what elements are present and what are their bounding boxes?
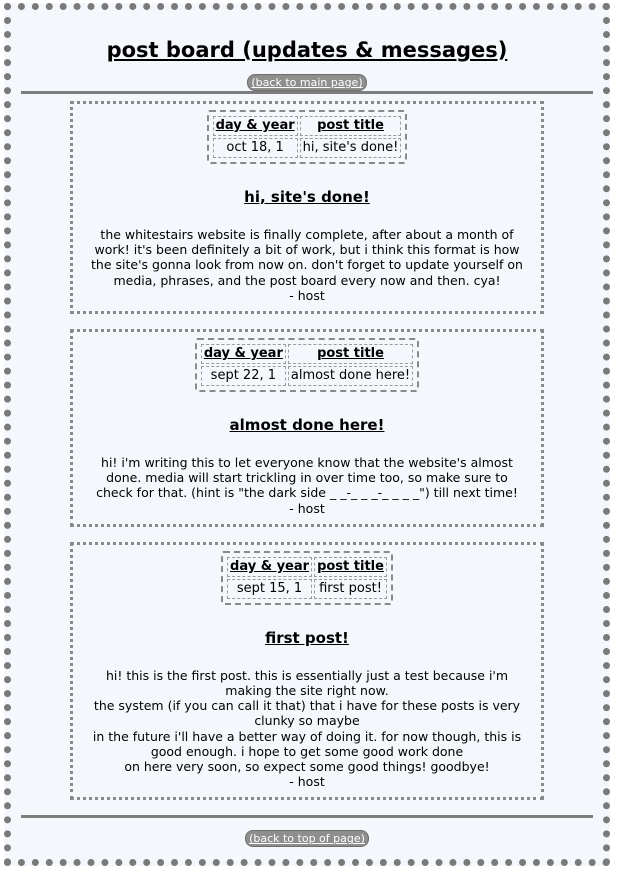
post-body xyxy=(87,227,527,303)
title-column-header: post title xyxy=(314,557,387,577)
post-title-cell: almost done here! xyxy=(288,366,413,386)
post-card xyxy=(70,329,544,527)
post-heading: first post! xyxy=(265,628,349,647)
post-text-line: the system (if you can call it that) that i have for these posts is very clunky so maybe xyxy=(93,698,521,729)
post-meta-table xyxy=(195,338,419,392)
post-date: sept 22, 1 xyxy=(201,366,286,386)
post-heading: almost done here! xyxy=(229,416,385,435)
back-to-top-link[interactable]: (back to top of page) xyxy=(245,830,369,847)
post-text-line: hi! this is the first post. this is essentially just a test because i'm making the site right now. xyxy=(105,667,509,699)
post-meta-table xyxy=(221,551,393,605)
back-top-container xyxy=(11,827,603,847)
title-column-header: post title xyxy=(300,116,402,136)
bottom-divider xyxy=(21,815,593,818)
post-list xyxy=(11,101,603,800)
post-title-cell: hi, site's done! xyxy=(300,138,402,158)
post-text-line: hi! i'm writing this to let everyone know that the website's almost done. media will start trickling in over time too, so make sure to check for that. (hint is "the dark side _ _-_ _ _-_ _ _ _") till next time! xyxy=(96,455,518,501)
date-column-header: day & year xyxy=(213,116,298,136)
post-title-cell: first post! xyxy=(314,579,387,599)
back-to-main-link[interactable]: (back to main page) xyxy=(247,74,366,91)
post-signature: - host xyxy=(289,500,325,516)
post-heading: hi, site's done! xyxy=(244,188,370,206)
post-signature: - host xyxy=(289,774,325,790)
back-main-container xyxy=(11,71,603,88)
post-date: sept 15, 1 xyxy=(227,579,312,599)
title-column-header: post title xyxy=(288,344,413,364)
post-body xyxy=(87,668,527,790)
page-title: post board (updates & messages) xyxy=(106,38,508,62)
post-meta-table xyxy=(207,110,408,164)
date-column-header: day & year xyxy=(227,557,312,577)
date-column-header: day & year xyxy=(201,344,286,364)
post-card xyxy=(70,542,544,801)
post-signature: - host xyxy=(289,287,325,303)
post-text-line: the whitestairs website is finally complete, after about a month of work! it's been definitely a bit of work, but i think this format is how the site's gonna look from now on. don't forget to update yourself on media, phrases, and the post board every now and then. cya! xyxy=(91,227,523,288)
top-divider xyxy=(21,91,593,94)
post-text-line: on here very soon, so expect some good things! goodbye! xyxy=(124,759,490,775)
post-card xyxy=(70,101,544,314)
post-date: oct 18, 1 xyxy=(213,138,298,158)
post-text-line: in the future i'll have a better way of doing it. for now though, this is good enough. i hope to get some good work done xyxy=(92,728,522,759)
page-frame xyxy=(4,3,610,866)
post-body xyxy=(87,455,527,516)
